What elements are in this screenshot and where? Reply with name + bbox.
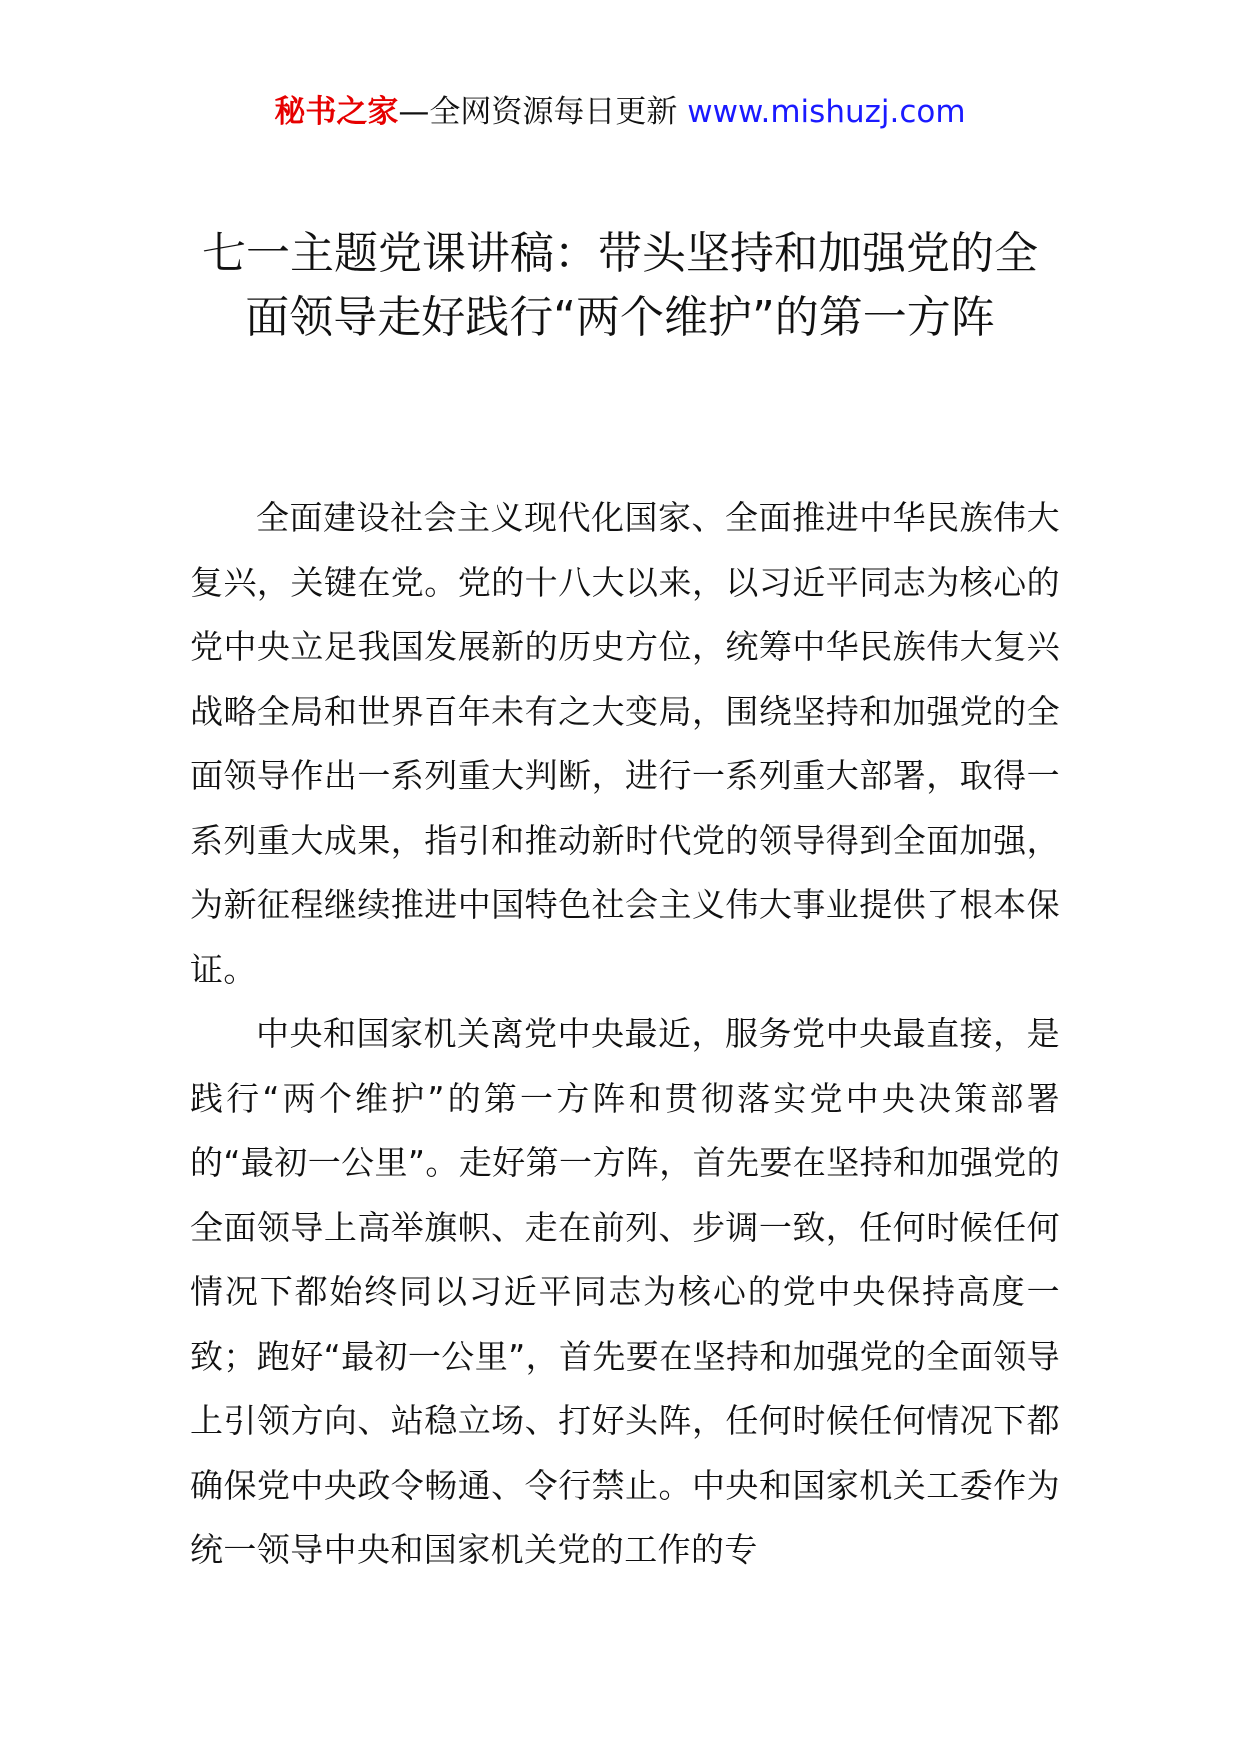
paragraph-2: 中央和国家机关离党中央最近，服务党中央最直接，是践行“两个维护”的第一方阵和贯彻落实党中央决策部署的“最初一公里”。走好第一方阵，首先要在坚持和加强党的全面领导上高举旗帜、走在前列、步调一致，任何时候任何情况下都始终同以习近平同志为核心的党中央保持高度一致；跑好“最初一公里”，首先要在坚持和加强党的全面领导上引领方向、站稳立场、打好头阵，任何时候任何情况下都确保党中央政令畅通、令行禁止。中央和国家机关工委作为统一领导中央和国家机关党的工作的专 bbox=[190, 1014, 1060, 1569]
document-body bbox=[190, 486, 1060, 1583]
site-tagline: —全网资源每日更新 bbox=[398, 94, 688, 130]
site-header bbox=[0, 92, 1240, 132]
site-url-link[interactable]: www.mishuzj.com bbox=[687, 94, 966, 130]
site-brand: 秘书之家 bbox=[274, 94, 399, 130]
paragraph-1: 全面建设社会主义现代化国家、全面推进中华民族伟大复兴，关键在党。党的十八大以来，以习近平同志为核心的党中央立足我国发展新的历史方位，统筹中华民族伟大复兴战略全局和世界百年未有之大变局，围绕坚持和加强党的全面领导作出一系列重大判断，进行一系列重大部署，取得一系列重大成果，指引和推动新时代党的领导得到全面加强，为新征程继续推进中国特色社会主义伟大事业提供了根本保证。 bbox=[190, 498, 1060, 989]
document-title: 七一主题党课讲稿：带头坚持和加强党的全面领导走好践行“两个维护”的第一方阵 bbox=[202, 228, 1038, 343]
